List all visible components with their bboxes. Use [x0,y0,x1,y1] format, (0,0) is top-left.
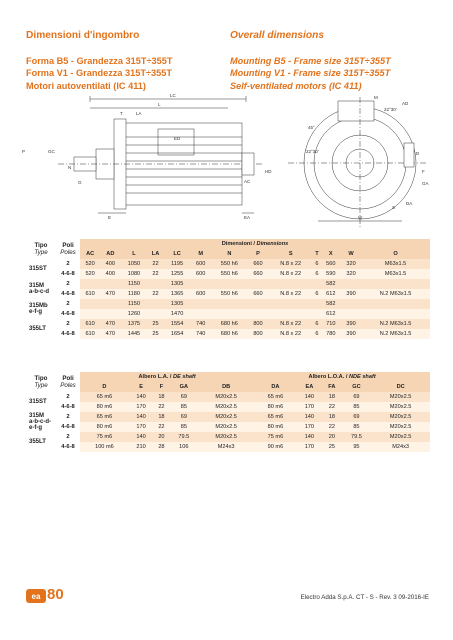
table1-type-text: 315ST [29,266,47,272]
table1-cell-n: 550 h6 [211,269,248,279]
table1-cell-t [313,279,320,289]
table1-cell-t: 6 [313,289,320,299]
label-ad: AD [402,101,409,106]
table1-type-text: a-b-c-d [29,289,49,295]
table1-col-t: T [315,251,319,257]
table2-col-d: D [80,382,129,392]
table1-row [26,299,430,309]
table1-cell-m: 600 [191,289,211,299]
table1-cell-m: 740 [191,319,211,329]
table2-type-cell [26,412,56,432]
table1-row [26,309,430,319]
table2-row [26,392,430,402]
header-it-line1: Forma B5 - Grandezza 315T÷355T [26,55,173,66]
table1-cell-la [147,309,163,319]
table1-cell-o [361,299,430,309]
table2-type-label: Type [34,382,48,389]
table1-cell-p: 800 [248,329,268,339]
table1-cell-p [248,309,268,319]
table2-col-ga: GA [170,382,198,392]
table1-cell-x: 780 [321,329,341,339]
table1-row [26,319,430,329]
table2-cell-f: 22 [153,402,169,412]
table2-tipo-label: Tipo [34,375,48,382]
table1-cell-n: 550 h6 [211,289,248,299]
table1-cell-w: 390 [341,329,361,339]
table2-cell-d: 80 m6 [80,422,129,432]
table2-cell-fa: 18 [322,392,342,402]
table1-cell-lc: 1305 [164,299,191,309]
table2-row [26,442,430,452]
table1-poles-cell: 2 [66,321,70,327]
table1-cell-m [191,299,211,309]
table1-cell-p: 660 [248,259,268,269]
table2-cell-gc: 95 [342,442,372,452]
table2-cell-e: 170 [129,422,153,432]
table2-cell-fa: 25 [322,442,342,452]
table1-cell-t [313,309,320,319]
table2-cell-d: 100 m6 [80,442,129,452]
electro-adda-logo-icon [26,589,46,603]
table2-cell-f: 18 [153,392,169,402]
table1-cell-l: 1150 [120,279,147,289]
table2-cell-e: 210 [129,442,153,452]
header-it-title: Dimensioni d'ingombro [26,30,140,41]
table2-row [26,412,430,422]
table2-poles-cell: 2 [66,394,70,400]
table1-cell-lc: 1305 [164,279,191,289]
label-w: W [358,215,363,220]
table2-cell-ea: 170 [297,442,322,452]
table2-cell-f: 20 [153,432,169,442]
table1-cell-x: 582 [321,299,341,309]
dimensions-table [26,239,430,339]
table2-poles-header [56,372,80,392]
table1-cell-p [248,299,268,309]
table1-cell-o: N.2 M63x1.5 [361,329,430,339]
table1-cell-la [147,299,163,309]
table1-cell-w: 320 [341,269,361,279]
table2-cell-dc: M20x2.5 [371,392,430,402]
table1-group-header: Dimensioni / Dimensions [80,239,430,249]
label-f: F [422,169,425,174]
table2-cell-fa: 18 [322,412,342,422]
table1-type-header [26,239,56,259]
table2-cell-d: 80 m6 [80,402,129,412]
table2-row [26,422,430,432]
page-number: 80 [47,586,64,603]
table2-col-f: F [153,382,169,392]
table1-poles-header [56,239,80,259]
label-n: N [68,165,72,170]
table2-cell-ga: 79.5 [170,432,198,442]
svg-text:ea: ea [31,592,41,601]
table1-cell-lc: 1554 [164,319,191,329]
table2-cell-db: M24x3 [198,442,254,452]
table1-cell-n: 550 h6 [211,259,248,269]
table1-cell-lc: 1470 [164,309,191,319]
table1-cell-m [191,279,211,289]
table2-col-db: DB [198,382,254,392]
table1-cell-n: 680 h6 [211,319,248,329]
label-la: LA [136,111,142,116]
table1-cell-la: 22 [147,289,163,299]
table2-cell-e: 140 [129,392,153,402]
table2-type-cell [26,432,56,452]
table2-cell-da: 65 m6 [254,392,296,402]
table1-cell-l: 1180 [120,289,147,299]
table2-cell-gc: 69 [342,412,372,422]
table1-row [26,329,430,339]
table2-cell-ga: 69 [170,392,198,402]
table2-cell-ga: 85 [170,422,198,432]
table2-cell-ea: 140 [297,432,322,442]
table1-cell-s: N.8 x 22 [268,269,313,279]
table2-group2-it: Albero L.O.A. [308,374,345,380]
table1-cell-m: 600 [191,259,211,269]
header-en-title: Overall dimensions [230,30,324,41]
table1-cell-ad: 470 [100,329,120,339]
table1-col-la: LA [147,249,163,259]
table1-cell-l: 1150 [120,299,147,309]
table2-cell-ea: 170 [297,402,322,412]
table1-type-text: 315Mb [29,303,48,309]
label-ac: AC [244,179,251,184]
table1-cell-x: 560 [321,259,341,269]
table2-poles-cell: 4-6-8 [61,404,75,410]
table1-type-cell [26,319,56,339]
table1-cell-s: N.8 x 22 [268,329,313,339]
table1-cell-lc: 1365 [164,289,191,299]
table2-cell-d: 75 m6 [80,432,129,442]
table1-cell-p: 660 [248,269,268,279]
table1-cell-o: M63x1.5 [361,269,430,279]
table1-cell-x: 612 [321,309,341,319]
label-hd: HD [265,169,272,174]
table1-cell-x: 582 [321,279,341,289]
label-l: L [158,102,161,107]
table2-cell-fa: 20 [322,432,342,442]
table1-cell-lc: 1654 [164,329,191,339]
table1-cell-s [268,279,313,289]
table1-type-cell [26,279,56,299]
table2-cell-e: 170 [129,402,153,412]
header-it-line2: Forma V1 - Grandezza 315T÷355T [26,68,172,79]
label-m: M [374,95,378,100]
table2-cell-ea: 140 [297,392,322,402]
table1-cell-s: N.8 x 22 [268,319,313,329]
label-d: D [416,151,420,156]
table2-cell-dc: M20x2.5 [371,422,430,432]
label-lc: LC [170,93,176,98]
table2-cell-dc: M24x3 [371,442,430,452]
table1-col-x: X [321,249,341,259]
table2-type-text: 315ST [29,399,47,405]
table2-cell-ga: 85 [170,402,198,412]
table2-cell-gc: 79.5 [342,432,372,442]
table1-cell-o: M63x1.5 [361,259,430,269]
table1-cell-o [361,279,430,289]
table1-type-text: 315M [29,283,45,289]
table1-col-ad: AD [100,249,120,259]
table1-row [26,269,430,279]
table1-cell-m: 600 [191,269,211,279]
table2-de-shaft-header: Albero L.A. / DE shaft [80,372,254,382]
table1-col-o: O [361,249,430,259]
table1-cell-w: 390 [341,289,361,299]
table1-poles-cell: 2 [66,301,70,307]
table1-cell-ac [80,279,100,289]
table2-poli-label: Poli [62,375,74,382]
table1-cell-n: 680 h6 [211,329,248,339]
table1-cell-x: 710 [321,319,341,329]
table2-poles-cell: 4-6-8 [61,444,75,450]
table2-cell-gc: 85 [342,402,372,412]
table1-cell-s: N.8 x 22 [268,259,313,269]
label-da: DA [406,201,413,206]
table2-cell-db: M20x2.5 [198,402,254,412]
table2-col-da: DA [254,382,296,392]
table2-cell-db: M20x2.5 [198,392,254,402]
label-t: T [120,111,123,116]
table1-type-cell [26,299,56,319]
label-angle-2: 45° [308,125,315,130]
table1-cell-p: 660 [248,289,268,299]
table1-cell-la: 22 [147,269,163,279]
table1-row [26,259,430,269]
table1-cell-ad [100,309,120,319]
header-en-line2: Mounting V1 - Frame size 315T÷355T [230,68,391,79]
table1-col-w: W [341,249,361,259]
label-angle-3: 22°30' [306,149,319,154]
table1-cell-ac: 520 [80,269,100,279]
label-s: S [392,205,396,210]
table1-cell-ac: 610 [80,289,100,299]
table2-cell-da: 65 m6 [254,412,296,422]
table2-type-text: a-b-c-d-e-f-g [29,419,51,431]
table1-cell-w: 320 [341,259,361,269]
table2-group1-en: DE shaft [173,374,196,380]
table1-col-p: P [248,249,268,259]
table2-type-header [26,372,56,392]
table1-cell-m [191,309,211,319]
table1-cell-la [147,279,163,289]
label-e: E [108,215,112,220]
table1-poles-cell: 4-6-8 [61,271,75,277]
table1-cell-la: 22 [147,259,163,269]
table1-cell-l: 1375 [120,319,147,329]
footer-revision-text: Electro Adda S.p.A. CT - S - Rev. 3 09-2016-IE [300,594,429,601]
header-en-line1: Mounting B5 - Frame size 315T÷355T [230,55,391,66]
table2-nde-shaft-header: Albero L.O.A. / NDE shaft [254,372,430,382]
table2-cell-f: 22 [153,422,169,432]
table2-group1-it: Albero L.A. [138,374,169,380]
table1-cell-x: 590 [321,269,341,279]
table2-group2-en: NDE shaft [348,374,376,380]
table2-col-ea: EA [297,382,322,392]
table1-cell-s [268,299,313,309]
table1-cell-o: N.2 M63x1.5 [361,289,430,299]
table1-type-text: 355LT [29,326,46,332]
label-ed: ED [174,136,181,141]
table1-cell-ad: 470 [100,289,120,299]
table2-col-fa: FA [322,382,342,392]
header-english [230,30,391,92]
table1-cell-t [313,299,320,309]
table1-cell-s [268,309,313,319]
table1-cell-t: 6 [313,319,320,329]
table2-cell-dc: M20x2.5 [371,402,430,412]
label-g: G [78,180,82,185]
table1-cell-ad: 400 [100,259,120,269]
table1-cell-t: 6 [313,329,320,339]
table1-cell-w [341,309,361,319]
table2-poles-cell: 4-6-8 [61,424,75,430]
table1-cell-lc: 1255 [164,269,191,279]
table1-cell-p: 800 [248,319,268,329]
end-view [288,95,429,229]
table1-cell-o: N.2 M63x1.5 [361,319,430,329]
table1-poles-cell: 2 [66,281,70,287]
table2-cell-db: M20x2.5 [198,432,254,442]
table2-cell-db: M20x2.5 [198,422,254,432]
table1-cell-m: 740 [191,329,211,339]
table2-poles-label: Poles [60,382,76,389]
table1-poles-cell: 4-6-8 [61,331,75,337]
table1-cell-w [341,299,361,309]
table2-row [26,432,430,442]
table2-col-e: E [129,382,153,392]
table2-row [26,402,430,412]
table2-cell-ea: 170 [297,422,322,432]
side-view [22,93,272,220]
motor-dimension-drawing [18,93,438,233]
table2-cell-f: 18 [153,412,169,422]
table2-cell-e: 140 [129,432,153,442]
table1-poles-label: Poles [60,249,76,256]
table2-type-text: 355LT [29,439,46,445]
table2-cell-d: 65 m6 [80,392,129,402]
table1-cell-ac: 610 [80,319,100,329]
table1-col-s: S [268,249,313,259]
label-ea: EA [244,215,251,220]
table2-cell-gc: 69 [342,392,372,402]
label-p: P [22,149,26,154]
table2-cell-fa: 22 [322,422,342,432]
table2-type-cell [26,392,56,412]
header-it-line3: Motori autoventilati (IC 411) [26,80,146,91]
table2-cell-d: 65 m6 [80,412,129,422]
table2-cell-f: 28 [153,442,169,452]
table2-cell-da: 75 m6 [254,432,296,442]
table2-poles-cell: 2 [66,414,70,420]
table1-col-m: M [191,249,211,259]
table1-col-lc: LC [164,249,191,259]
table1-cell-l: 1080 [120,269,147,279]
table1-cell-ad: 400 [100,269,120,279]
table1-type-text: e-f-g [29,309,42,315]
table1-row [26,289,430,299]
table1-cell-n [211,309,248,319]
table1-cell-t: 6 [313,259,320,269]
table1-cell-ac: 610 [80,329,100,339]
table2-cell-dc: M20x2.5 [371,412,430,422]
table1-cell-n [211,279,248,289]
table1-cell-ac [80,309,100,319]
table1-col-ac: AC [80,249,100,259]
table1-cell-lc: 1195 [164,259,191,269]
table1-poles-cell: 4-6-8 [61,311,75,317]
table1-poles-cell: 4-6-8 [61,291,75,297]
table1-cell-ac: 520 [80,259,100,269]
table1-poles-cell: 2 [66,261,70,267]
table1-poli-label: Poli [62,242,74,249]
table1-cell-p [248,279,268,289]
table2-cell-ga: 69 [170,412,198,422]
header-en-line3: Self-ventilated motors (IC 411) [230,80,362,91]
table1-cell-ac [80,299,100,309]
table1-type-label: Type [34,249,48,256]
table2-cell-ea: 140 [297,412,322,422]
table1-cell-l: 1050 [120,259,147,269]
table2-type-text: 315M [29,413,45,419]
table1-cell-n [211,299,248,309]
table1-cell-ad [100,279,120,289]
table2-cell-gc: 85 [342,422,372,432]
table1-cell-x: 612 [321,289,341,299]
label-ga: GA [422,181,429,186]
table2-cell-ga: 106 [170,442,198,452]
table2-cell-db: M20x2.5 [198,412,254,422]
table1-type-cell [26,259,56,279]
table1-col-l: L [120,249,147,259]
table1-cell-l: 1260 [120,309,147,319]
table2-cell-da: 80 m6 [254,402,296,412]
label-angle-1: 22°30' [384,107,397,112]
table1-row [26,279,430,289]
table1-cell-ad [100,299,120,309]
table1-col-n: N [211,249,248,259]
table1-cell-l: 1445 [120,329,147,339]
table2-col-gc: GC [342,382,372,392]
label-gc: GC [48,149,55,154]
table2-cell-dc: M20x2.5 [371,432,430,442]
header-italian [26,30,172,92]
table1-group-it: Dimensioni [221,241,252,247]
table2-cell-fa: 22 [322,402,342,412]
shaft-table [26,372,430,452]
table1-group-en: Dimensions [256,241,289,247]
table1-cell-o [361,309,430,319]
table1-tipo-label: Tipo [34,242,48,249]
table2-cell-da: 90 m6 [254,442,296,452]
table2-col-dc: DC [371,382,430,392]
table2-cell-e: 140 [129,412,153,422]
table1-cell-ad: 470 [100,319,120,329]
table1-cell-la: 25 [147,329,163,339]
table1-cell-w [341,279,361,289]
table1-cell-t: 6 [313,269,320,279]
table2-poles-cell: 2 [66,434,70,440]
table1-cell-w: 390 [341,319,361,329]
table1-cell-la: 25 [147,319,163,329]
table2-cell-da: 80 m6 [254,422,296,432]
table1-cell-s: N.8 x 22 [268,289,313,299]
